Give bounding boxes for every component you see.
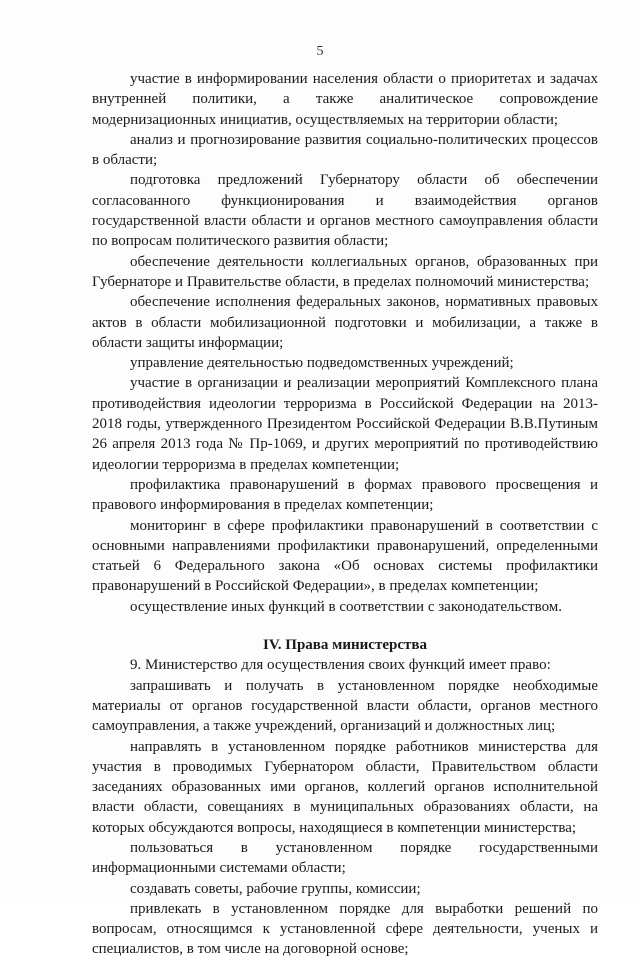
page-number: 5: [316, 44, 324, 59]
paragraph: привлекать в установленном порядке для выработки решений по вопросам, относящимся к установленной сфере деятельности, ученых и специалистов, в том числе на договорной основе;: [92, 900, 598, 958]
paragraph: осуществление иных функций в соответствии с законодательством.: [130, 598, 563, 615]
paragraph: участие в информировании населения области о приоритетах и задачах внутренней политики, а также аналитическое сопровождение модернизационных инициатив, осуществляемых на территории области;: [92, 71, 598, 128]
paragraph: обеспечение исполнения федеральных законов, нормативных правовых актов в области мобилизационной подготовки и мобилизации, а также в области защиты информации;: [92, 294, 598, 351]
paragraph: направлять в установленном порядке работников министерства для участия в проводимых Губернатором области, Правительством области заседаниях образованных ими органов, коллегий органов исполнительной власти области, совещаниях в муниципальных образованиях области, на которых обсуждаются вопросы, находящиеся в компетенции министерства;: [92, 738, 598, 836]
section-heading: IV. Права министерства: [263, 637, 427, 654]
paragraph: запрашивать и получать в установленном порядке необходимые материалы от органов государственной власти области, органов местного самоуправления, а также учреждений, организаций и должностных лиц;: [92, 677, 598, 735]
paragraph: участие в организации и реализации мероприятий Комплексного плана противодействия идеологии терроризма в Российской Федерации на 2013-2018 годы, утвержденного Президентом Российской Федерации В.В.Путиным 26 апреля 2013 года № Пр-1069, и других мероприятий по противодействию идеологии терроризма в пределах компетенции;: [92, 375, 598, 473]
paragraph: создавать советы, рабочие группы, комиссии;: [130, 880, 421, 897]
paragraph: пользоваться в установленном порядке государственными информационными системами области;: [92, 839, 598, 877]
paragraph: 9. Министерство для осуществления своих функций имеет право:: [130, 657, 551, 674]
paragraph: анализ и прогнозирование развития социально-политических процессов в области;: [92, 131, 598, 169]
document-body: [92, 69, 598, 960]
paragraph: профилактика правонарушений в формах правового просвещения и правового информирования в пределах компетенции;: [92, 476, 598, 514]
paragraph: управление деятельностью подведомственных учреждений;: [130, 355, 514, 372]
paragraph: подготовка предложений Губернатору области об обеспечении согласованного функционирования и взаимодействия органов государственной власти области и органов местного самоуправления области по вопросам политического развития области;: [92, 172, 598, 250]
paragraph: обеспечение деятельности коллегиальных органов, образованных при Губернаторе и Правительстве области, в пределах полномочий министерства;: [92, 253, 598, 290]
paragraph: мониторинг в сфере профилактики правонарушений в соответствии с основными направлениями профилактики правонарушений, определенными статьей 6 Федерального закона «Об основах системы профилактики правонарушений в Российской Федерации», в пределах компетенции;: [92, 517, 598, 595]
